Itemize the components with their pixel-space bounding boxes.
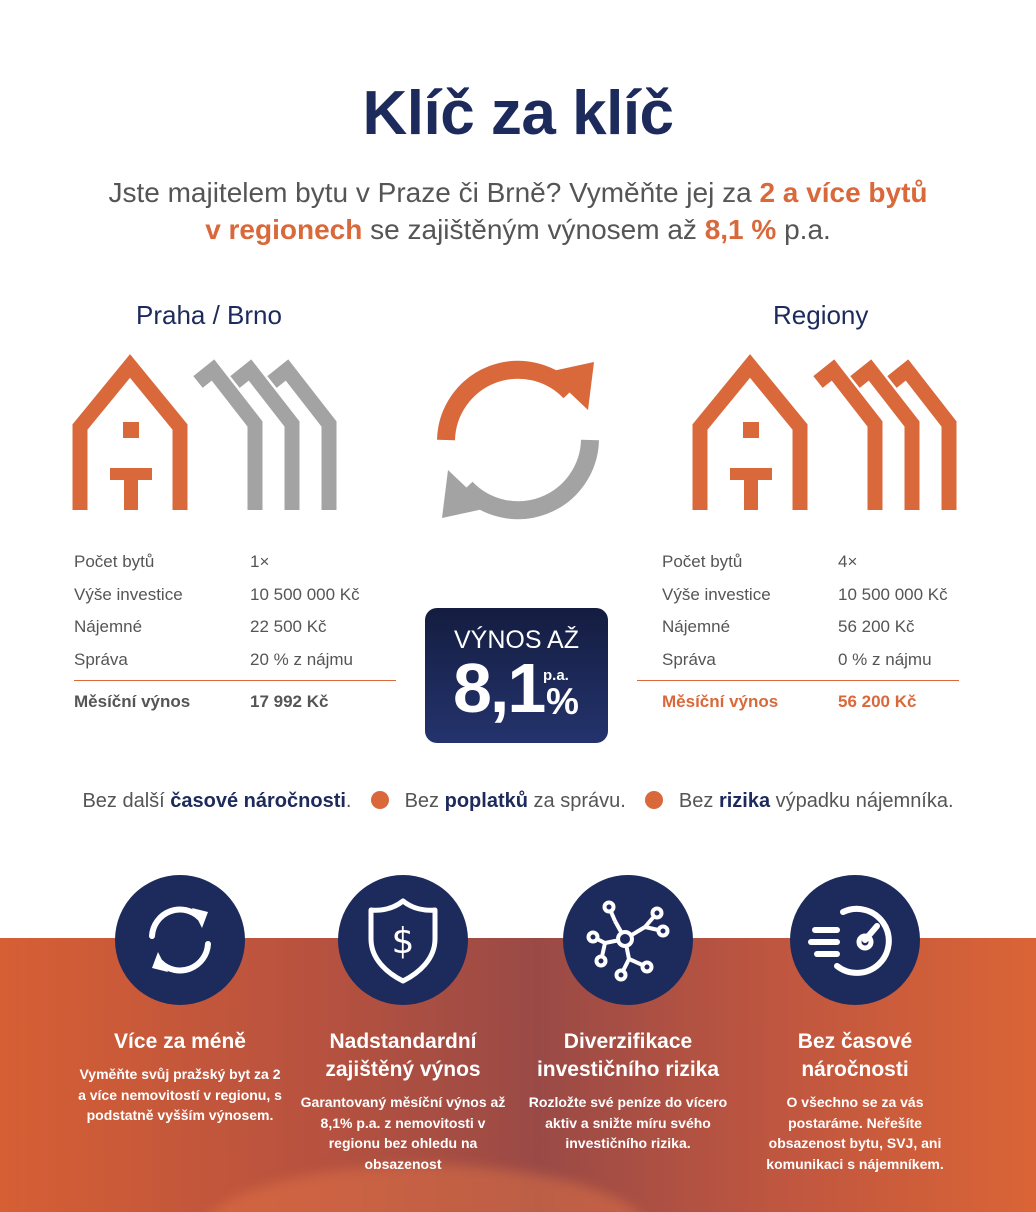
refresh-icon xyxy=(138,898,222,982)
benefits-line: Bez další časové náročnosti. Bez poplatků za správu. Bez rizika výpadku nájemníka. xyxy=(82,790,954,812)
speedometer-icon xyxy=(807,900,903,980)
page-title: Klíč za klíč xyxy=(362,79,674,148)
yield-badge: VÝNOS AŽ 8,1 p.a. % xyxy=(425,608,608,743)
houses-right-icon xyxy=(692,352,962,512)
left-stats: Počet bytů 1× Výše investice 10 500 000 Kč Nájemné 22 500 Kč Správa 20 % z nájmu Měsíční výnos 17 992 Kč xyxy=(74,546,396,723)
feature-more-for-less: Více za méně Vyměňte svůj pražský byt za 2 a více nemovitostí v regionu, s podstatně vyšším výnosem. xyxy=(60,875,300,1126)
network-icon xyxy=(585,897,671,983)
exchange-cycle-icon xyxy=(418,344,618,534)
subtitle: Jste majitelem bytu v Praze či Brně? Vyměňte jej za 2 a více bytů v regionech se zajištěným výnosem až 8,1 % p.a. xyxy=(108,177,928,245)
bullet-dot xyxy=(371,791,389,809)
svg-text:$: $ xyxy=(391,921,415,962)
feature-guaranteed-yield: $ Nadstandardní zajištěný výnos Garantovaný měsíční výnos až 8,1% p.a. z nemovitosti v regionu bez ohledu na obsazenost xyxy=(283,875,523,1174)
right-column-title: Regiony xyxy=(773,300,869,330)
feature-diversification: Diverzifikace investičního rizika Rozložte své peníze do vícero aktiv a snižte míru svého investičního rizika. xyxy=(508,875,748,1154)
bullet-dot xyxy=(645,791,663,809)
feature-no-time: Bez časové náročnosti O všechno se za vás postaráme. Neřešíte obsazenost bytu, SVJ, ani komunikaci s nájemníkem. xyxy=(735,875,975,1174)
left-column-title: Praha / Brno xyxy=(136,300,282,330)
houses-left-icon xyxy=(72,352,342,512)
shield-dollar-icon xyxy=(363,895,443,985)
right-stats: Počet bytů 4× Výše investice 10 500 000 Kč Nájemné 56 200 Kč Správa 0 % z nájmu Měsíční výnos 56 200 Kč xyxy=(637,546,959,723)
